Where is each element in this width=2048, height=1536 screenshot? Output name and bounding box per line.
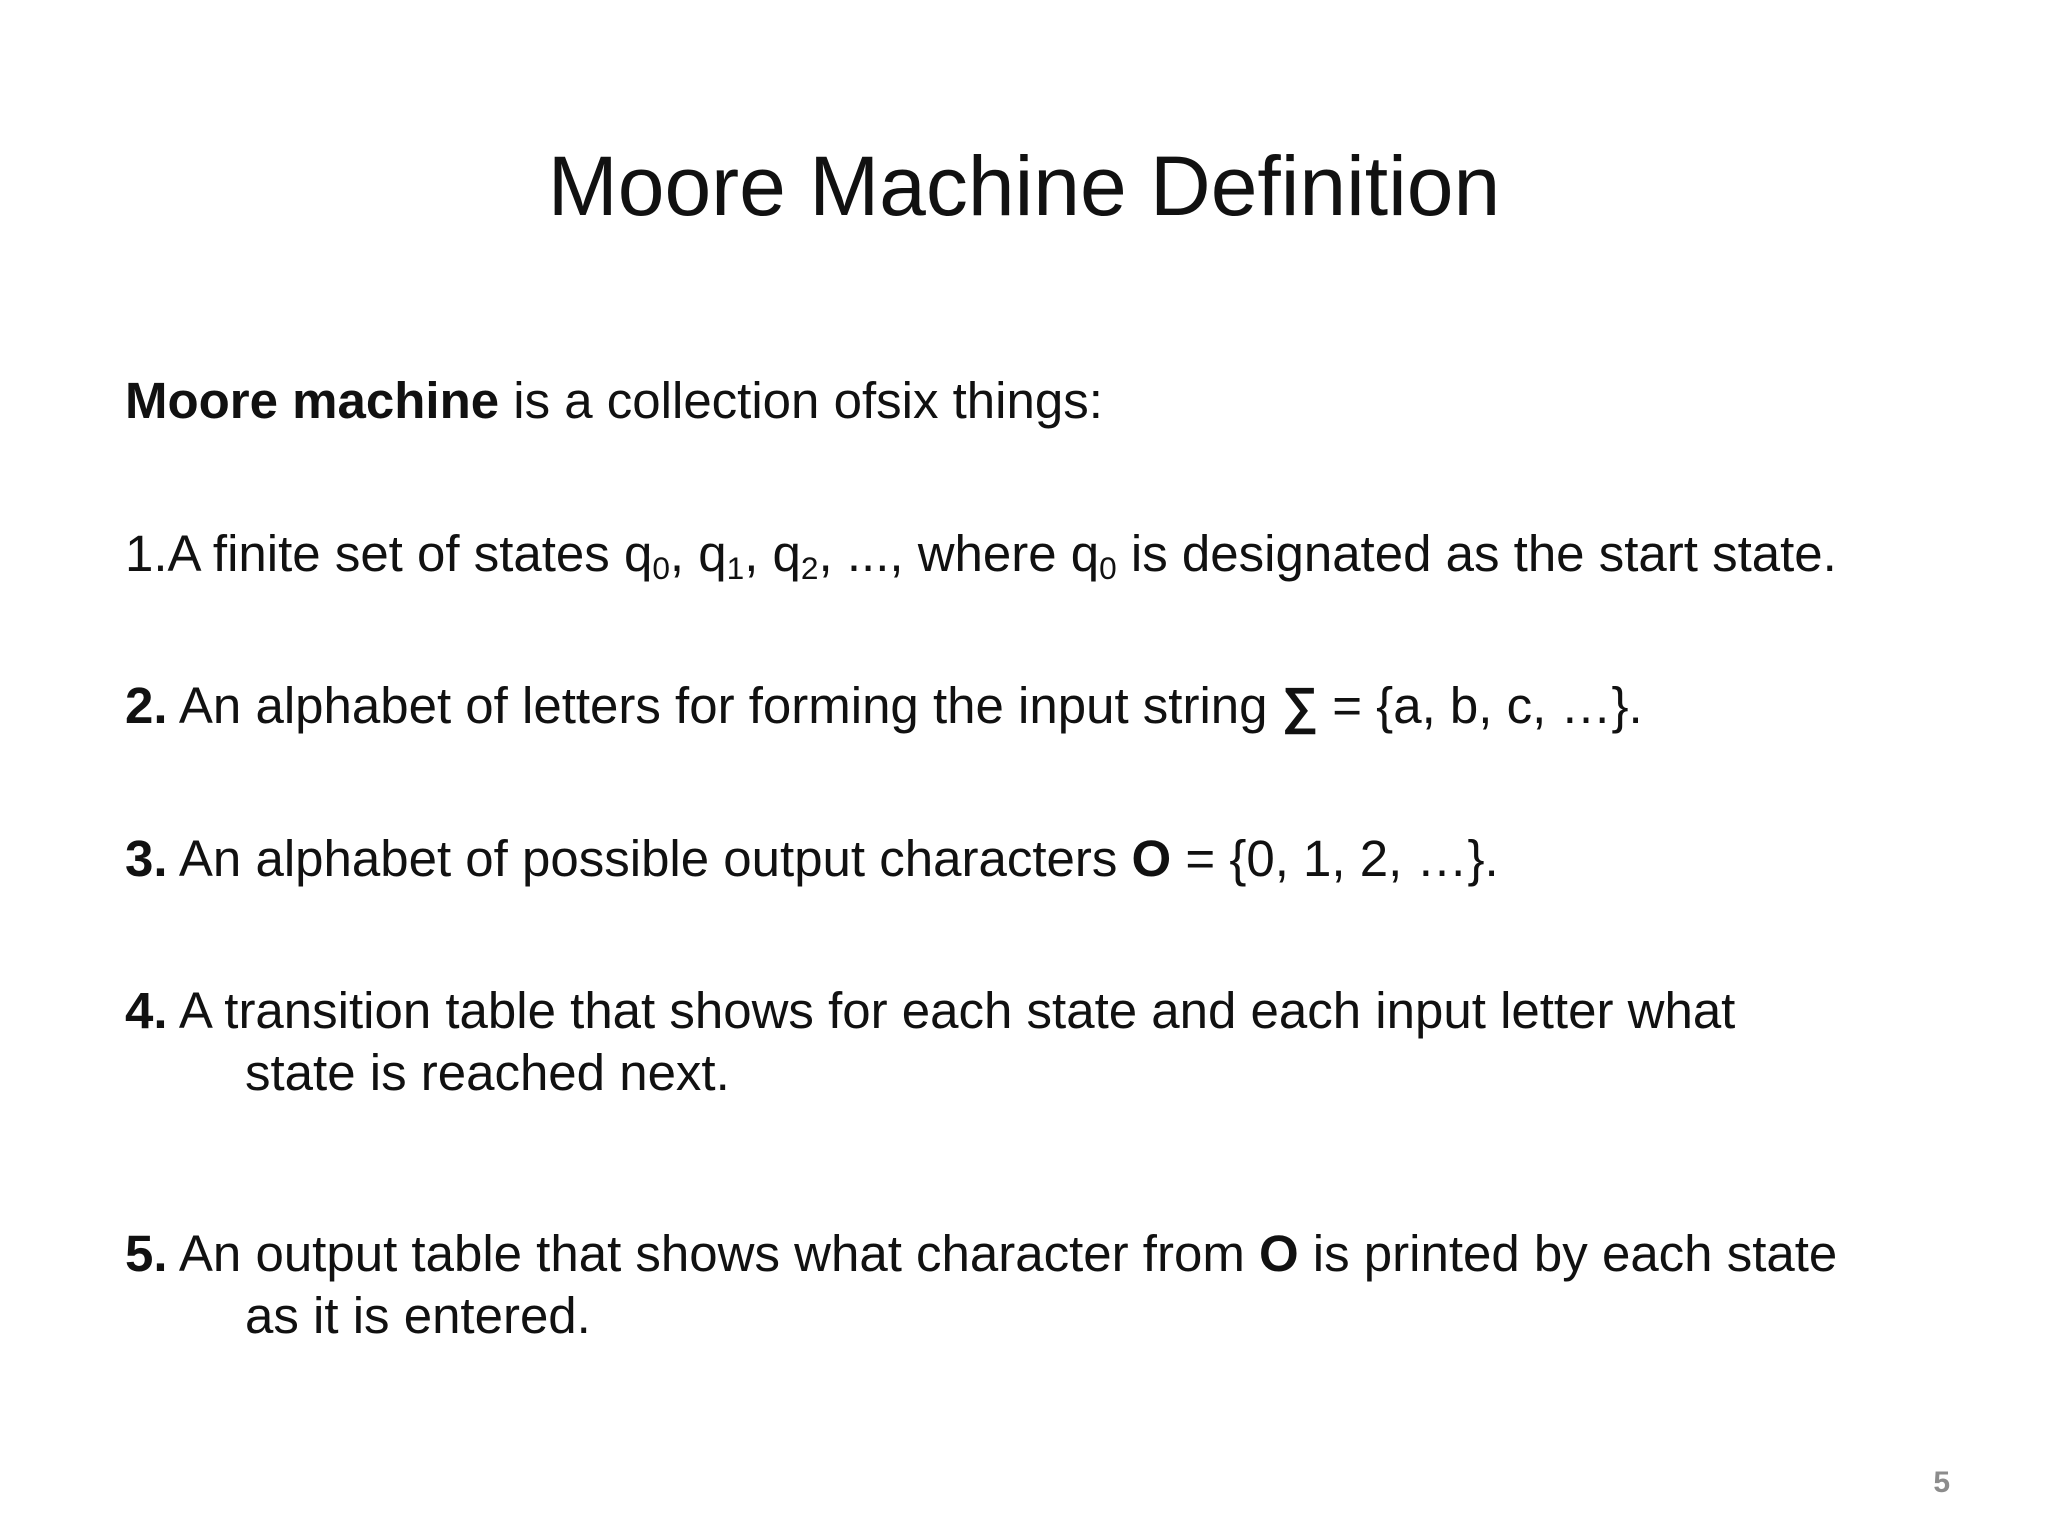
item-5-number: 5. [125, 1225, 168, 1282]
item-3-text: An alphabet of possible output characters [167, 830, 1132, 887]
item-2 [125, 675, 1643, 737]
state-subscript: 0 [652, 549, 670, 586]
item-5 [125, 1223, 1837, 1347]
state-subscript: 2 [800, 549, 819, 586]
item-2-text: An alphabet of letters for forming the input string [167, 677, 1282, 734]
item-4-continuation: state is reached next. [245, 1044, 730, 1101]
item-2-number: 2. [125, 677, 168, 734]
state-subscript: 1 [726, 549, 745, 586]
slide-title: Moore Machine Definition [547, 139, 1501, 233]
item-1-text: , ..., where q [818, 525, 1100, 582]
item-1-number: 1. [125, 525, 168, 582]
intro-paragraph [125, 370, 1103, 432]
item-5-continuation: as it is entered. [245, 1287, 591, 1344]
item-4-text: A transition table that shows for each state and each input letter what [167, 982, 1736, 1039]
item-3-number: 3. [125, 830, 168, 887]
item-3 [125, 828, 1499, 890]
item-4-number: 4. [125, 982, 168, 1039]
state-subscript: 0 [1099, 549, 1117, 586]
item-5-text: is printed by each state [1298, 1225, 1838, 1282]
item-3-text: = {0, 1, 2, …}. [1171, 830, 1499, 887]
output-alphabet-symbol: O [1131, 830, 1172, 887]
item-1-text: A finite set of states q [167, 525, 653, 582]
item-2-text: = {a, b, c, …}. [1318, 677, 1643, 734]
sigma-symbol: ∑ [1281, 677, 1319, 734]
item-1-text: , q [744, 525, 801, 582]
item-1-text: , q [669, 525, 727, 582]
item-1-text: is designated as the start state. [1116, 525, 1837, 582]
item-4 [125, 980, 1735, 1104]
intro-text: is a collection ofsix things: [499, 372, 1103, 429]
output-alphabet-symbol: O [1258, 1225, 1299, 1282]
page-number: 5 [1933, 1466, 1950, 1499]
item-1 [125, 523, 1837, 585]
intro-term: Moore machine [125, 372, 500, 429]
item-5-text: An output table that shows what character from [167, 1225, 1259, 1282]
